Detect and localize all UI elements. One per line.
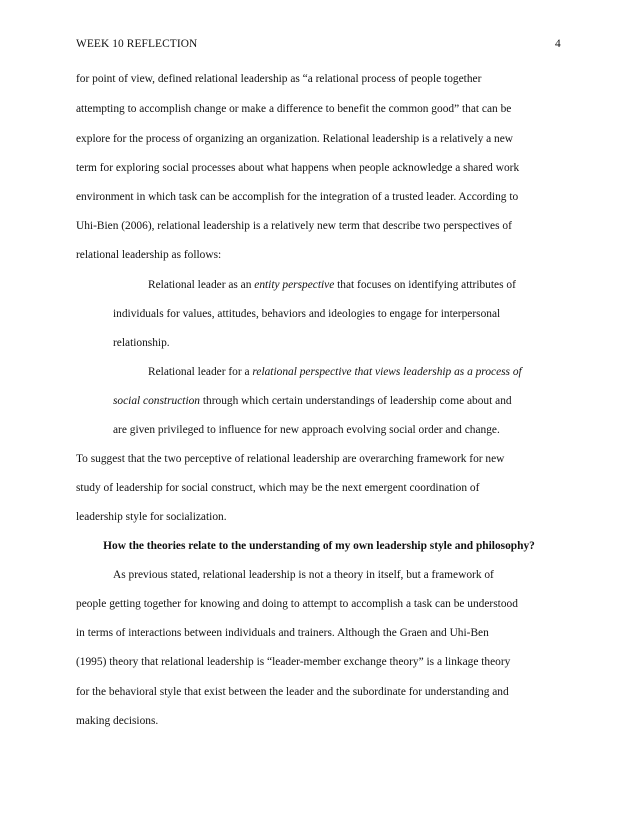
body-line: relational leadership as follows: [76, 249, 222, 261]
quote-emphasis: relational perspective that views leadership as a process of [252, 366, 522, 378]
quote-text: through which certain understandings of leadership come about and [200, 395, 512, 407]
body-line: in terms of interactions between individuals and trainers. Although the Graen and Uhi-Ben [76, 627, 489, 639]
body-line: term for exploring social processes about what happens when people acknowledge a shared work [76, 162, 520, 174]
quote-emphasis: social construction [113, 395, 201, 407]
body-line: environment in which task can be accomplish for the integration of a trusted leader. According to [76, 191, 519, 203]
body-line: people getting together for knowing and doing to attempt to accomplish a task can be understood [76, 598, 518, 610]
quote-text: Relational leader for a [148, 366, 253, 378]
block-quote-line: are given privileged to influence for new approach evolving social order and change. [113, 424, 500, 436]
body-line: attempting to accomplish change or make a difference to benefit the common good” that can be [76, 103, 512, 115]
body-line: leadership style for socialization. [76, 511, 227, 523]
quote-text: that focuses on identifying attributes of [334, 279, 516, 291]
block-quote-line: individuals for values, attitudes, behaviors and ideologies to engage for interpersonal [113, 308, 501, 320]
block-quote-line: relationship. [113, 337, 170, 349]
body-line: To suggest that the two perceptive of relational leadership are overarching framework for new [76, 453, 505, 465]
block-quote-line [148, 278, 516, 292]
body-line: for point of view, defined relational leadership as “a relational process of people together [76, 73, 482, 85]
page-number: 4 [555, 38, 561, 50]
body-line: making decisions. [76, 715, 159, 727]
body-line: (1995) theory that relational leadership is “leader-member exchange theory” is a linkage theory [76, 656, 511, 668]
body-line: study of leadership for social construct, which may be the next emergent coordination of [76, 482, 480, 494]
section-heading: How the theories relate to the understanding of my own leadership style and philosophy? [103, 540, 535, 552]
quote-text: Relational leader as an [148, 279, 255, 291]
quote-emphasis: entity perspective [254, 279, 335, 291]
body-line: Uhi-Bien (2006), relational leadership is a relatively new term that describe two perspectives of [76, 220, 512, 232]
block-quote-line [148, 365, 522, 379]
body-line: As previous stated, relational leadership is not a theory in itself, but a framework of [113, 569, 494, 581]
running-header-title: WEEK 10 REFLECTION [76, 38, 198, 50]
body-line: explore for the process of organizing an organization. Relational leadership is a relatively a new [76, 133, 514, 145]
block-quote-line [113, 394, 512, 408]
body-line: for the behavioral style that exist between the leader and the subordinate for understanding and [76, 686, 509, 698]
